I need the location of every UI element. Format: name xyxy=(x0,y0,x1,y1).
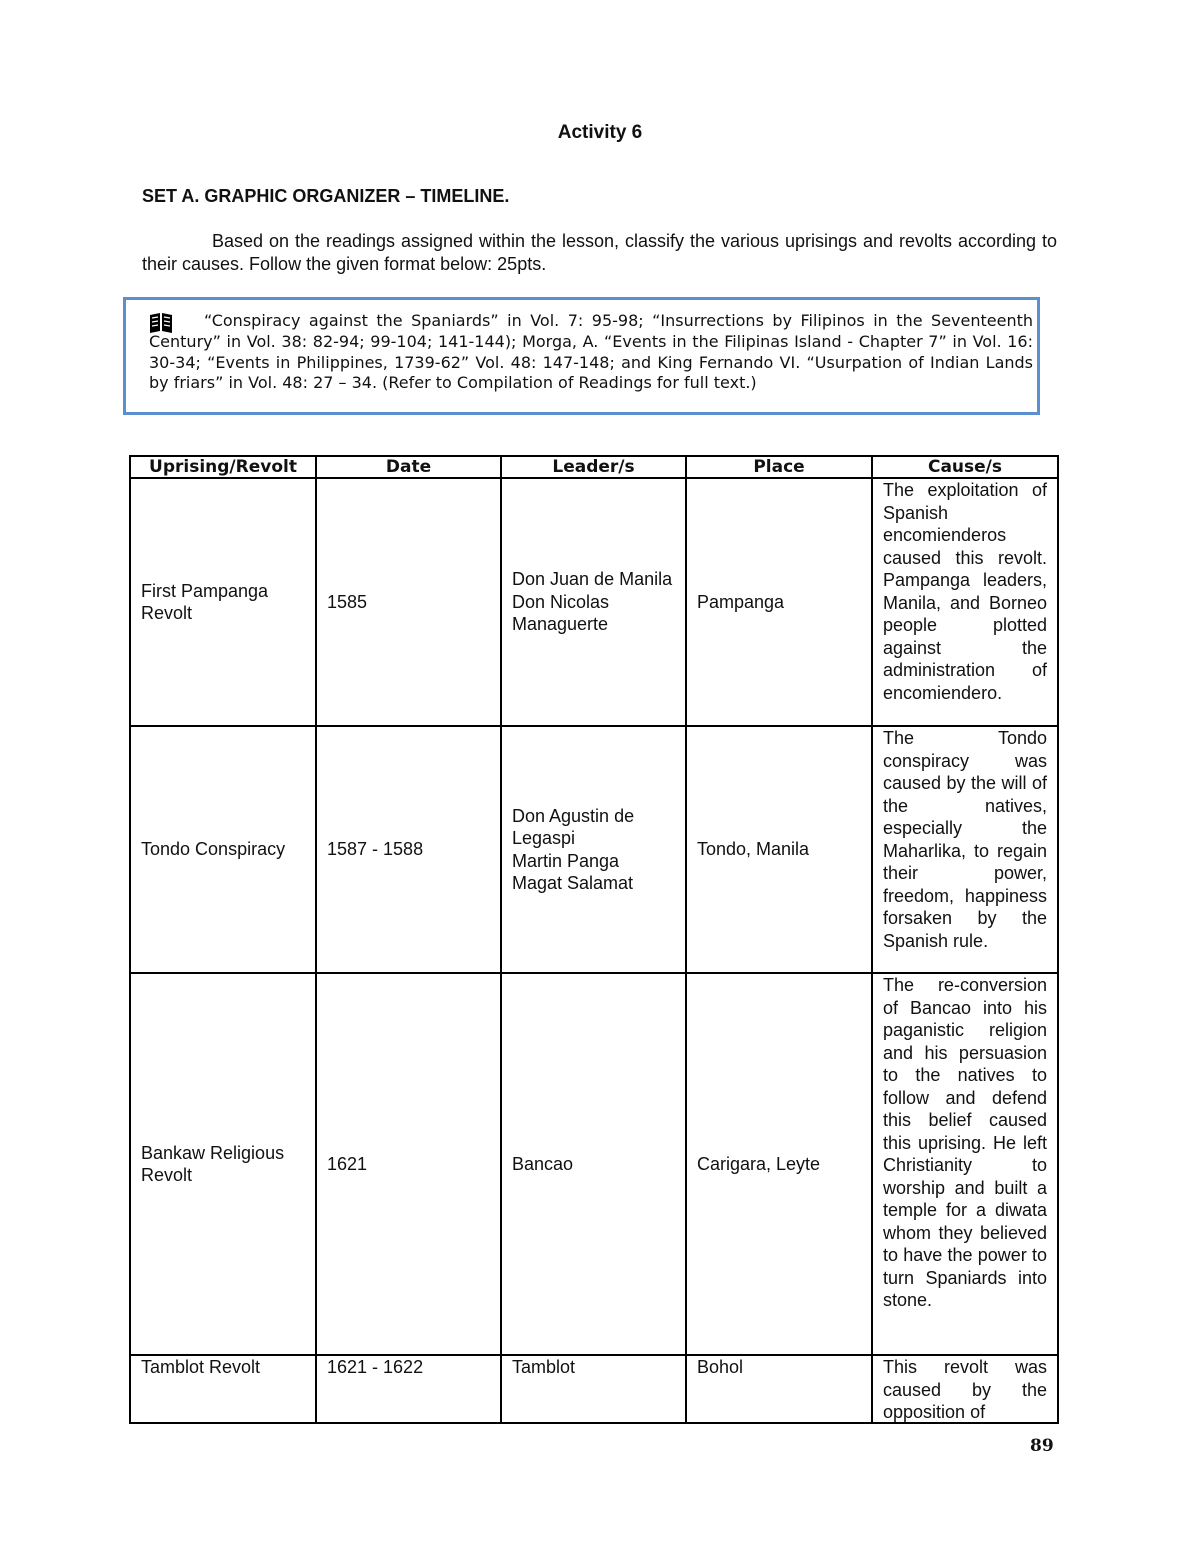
cause-text-clipped: This revolt was caused by the opposition of xyxy=(883,1357,1047,1422)
cell-cause xyxy=(872,1355,1058,1423)
leader-name: Don Juan de Manila xyxy=(512,569,673,590)
cell-cause: The exploitation of Spanish encomienderos caused this revolt. Pampanga leaders, Manila, and Borneo people plotted against the administration of encomiendero. xyxy=(872,478,1058,726)
table-row xyxy=(130,478,1058,726)
cell-cause: The re-conversion of Bancao into his paganistic religion and his persuasion to the natives to follow and defend this belief caused this uprising. He left Christianity to worship and built a temple for a diwata whom they believed to have the power to turn Spaniards into stone. xyxy=(872,973,1058,1355)
cell-place: Bohol xyxy=(686,1355,872,1423)
page-number: 89 xyxy=(1030,1436,1054,1456)
cell-place: Carigara, Leyte xyxy=(686,973,872,1355)
revolts-table xyxy=(129,455,1059,1424)
instructions-paragraph: Based on the readings assigned within the lesson, classify the various uprisings and revolts according to their causes. Follow the given format below: 25pts. xyxy=(142,231,1057,274)
leader-name: Tamblot xyxy=(512,1357,576,1377)
leader-name: Bancao xyxy=(512,1153,574,1174)
leader-name: Don Nicolas Managuerte xyxy=(512,591,610,635)
cell-date: 1621 xyxy=(316,973,501,1355)
cell-cause: The Tondo conspiracy was caused by the will of the natives, especially the Maharlika, to regain their power, freedom, happiness forsaken by the Spanish rule. xyxy=(872,726,1058,973)
reference-text: “Conspiracy against the Spaniards” in Vol. 7: 95-98; “Insurrections by Filipinos in the Seventeenth Century” in Vol. 38: 82-94; 99-104; 141-144); Morga, A. “Events in the Filipinas Island - Chapter 7” in Vol. 16: 30-34; “Events in Philippines, 1739-62” Vol. 48: 147-148; and King Fernando VI. “Usurpation of Indian Lands by friars” in Vol. 48: 27 – 34. (Refer to Compilation of Readings for full text.) xyxy=(149,311,1033,393)
table-header-row xyxy=(130,456,1058,478)
activity-title: Activity 6 xyxy=(557,122,643,143)
table-row xyxy=(130,973,1058,1355)
cell-uprising: Bankaw Religious Revolt xyxy=(130,973,316,1355)
cell-leaders xyxy=(501,973,686,1355)
table-row xyxy=(130,726,1058,973)
header-date: Date xyxy=(316,456,501,478)
cell-place: Tondo, Manila xyxy=(686,726,872,973)
header-leaders: Leader/s xyxy=(501,456,686,478)
cell-date: 1585 xyxy=(316,478,501,726)
cell-place: Pampanga xyxy=(686,478,872,726)
leader-name: Magat Salamat xyxy=(512,873,634,893)
cell-date: 1621 - 1622 xyxy=(316,1355,501,1423)
header-place: Place xyxy=(686,456,872,478)
cell-uprising: Tondo Conspiracy xyxy=(130,726,316,973)
cell-leaders xyxy=(501,726,686,973)
header-causes: Cause/s xyxy=(872,456,1058,478)
cell-uprising: First Pampanga Revolt xyxy=(130,478,316,726)
leader-name: Martin Panga xyxy=(512,850,620,871)
cell-leaders xyxy=(501,478,686,726)
reference-box xyxy=(123,297,1040,415)
cell-uprising: Tamblot Revolt xyxy=(130,1355,316,1423)
set-heading: SET A. GRAPHIC ORGANIZER – TIMELINE. xyxy=(142,186,510,206)
cell-date: 1587 - 1588 xyxy=(316,726,501,973)
table-row xyxy=(130,1355,1058,1423)
header-uprising: Uprising/Revolt xyxy=(130,456,316,478)
cell-leaders xyxy=(501,1355,686,1423)
leader-name: Don Agustin de Legaspi xyxy=(512,805,635,848)
